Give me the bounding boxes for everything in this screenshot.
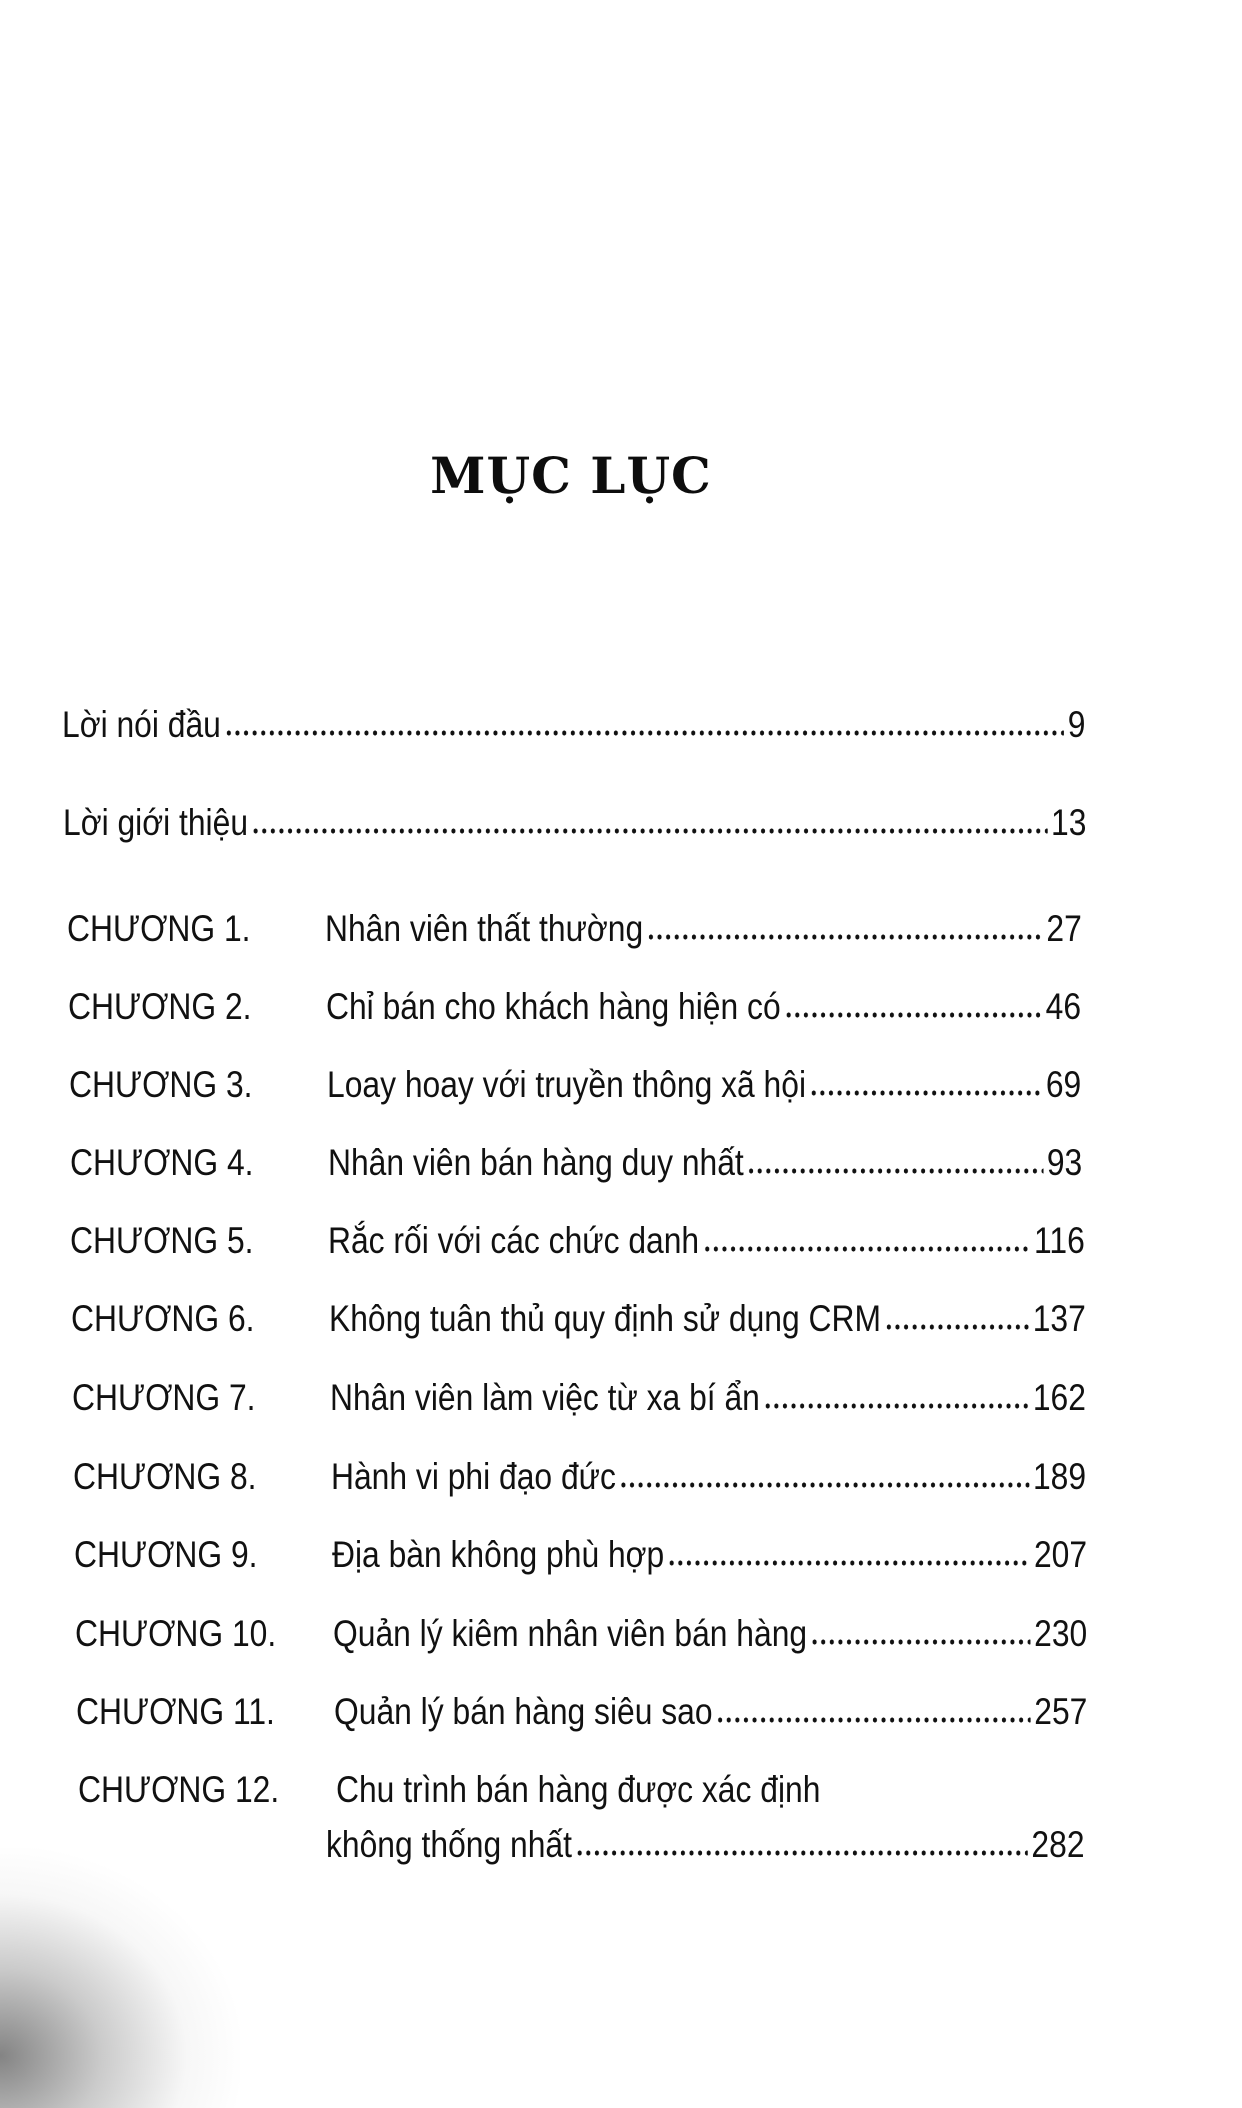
- chapter-page: 282: [1031, 1824, 1085, 1865]
- chapter-label: CHƯƠNG 2.: [68, 986, 252, 1027]
- chapter-page: 93: [1046, 1142, 1083, 1183]
- chapter-label: CHƯƠNG 10.: [75, 1613, 277, 1654]
- chapter-page: 207: [1033, 1534, 1088, 1575]
- toc-chapter-2[interactable]: [68, 982, 1081, 1032]
- toc-chapter-1[interactable]: [67, 904, 1082, 954]
- chapter-title: Quản lý bán hàng siêu sao: [334, 1691, 713, 1732]
- scan-smudge: [0, 1848, 240, 2108]
- page-title: MỤC LỤC: [430, 445, 712, 505]
- toc-chapter-7[interactable]: [72, 1373, 1086, 1423]
- chapter-title: Quản lý kiêm nhân viên bán hàng: [333, 1613, 808, 1654]
- chapter-title-line2: không thống nhất: [326, 1824, 572, 1865]
- dot-leader: [703, 1243, 1031, 1255]
- chapter-label: CHƯƠNG 1.: [67, 908, 251, 949]
- toc-chapter-9[interactable]: [74, 1530, 1087, 1580]
- dot-leader: [224, 727, 1064, 739]
- toc-entry-title: Lời giới thiệu: [63, 802, 249, 843]
- chapter-page: 116: [1034, 1220, 1085, 1261]
- dot-leader: [763, 1400, 1029, 1412]
- chapter-label: CHƯƠNG 6.: [71, 1298, 255, 1339]
- toc-entry-preface[interactable]: [62, 700, 1085, 750]
- dot-leader: [668, 1557, 1031, 1569]
- chapter-title: Nhân viên thất thường: [325, 908, 644, 949]
- chapter-page: 27: [1046, 908, 1082, 949]
- dot-leader: [884, 1321, 1029, 1333]
- toc-entry-title: Lời nói đầu: [62, 704, 221, 745]
- dot-leader: [811, 1636, 1031, 1648]
- toc-chapter-11[interactable]: [76, 1687, 1087, 1737]
- toc-chapter-6[interactable]: [71, 1294, 1086, 1344]
- chapter-page: 137: [1032, 1298, 1086, 1339]
- chapter-title: Loay hoay với truyền thông xã hội: [327, 1064, 807, 1105]
- toc-chapter-8[interactable]: [73, 1452, 1086, 1502]
- toc-chapter-10[interactable]: [75, 1609, 1087, 1659]
- chapter-page: 46: [1045, 986, 1082, 1027]
- chapter-title: Không tuân thủ quy định sử dụng CRM: [329, 1298, 881, 1339]
- chapter-page: 189: [1032, 1456, 1087, 1497]
- chapter-label: CHƯƠNG 4.: [70, 1142, 254, 1183]
- chapter-label: CHƯƠNG 5.: [70, 1220, 254, 1261]
- chapter-title: Rắc rối với các chức danh: [328, 1220, 700, 1261]
- dot-leader: [575, 1847, 1028, 1859]
- toc-chapter-3[interactable]: [69, 1060, 1081, 1110]
- chapter-page: 69: [1045, 1064, 1082, 1105]
- chapter-title: Nhân viên bán hàng duy nhất: [328, 1142, 744, 1183]
- chapter-page: 162: [1032, 1377, 1086, 1418]
- dot-leader: [716, 1714, 1031, 1726]
- dot-leader: [251, 825, 1047, 837]
- toc-chapter-12[interactable]: [78, 1765, 1089, 1815]
- chapter-label: CHƯƠNG 8.: [73, 1456, 257, 1497]
- dot-leader: [784, 1009, 1042, 1021]
- toc-entry-introduction[interactable]: [63, 798, 1086, 848]
- chapter-title: Địa bàn không phù hợp: [332, 1534, 665, 1575]
- toc-chapter-4[interactable]: [70, 1138, 1082, 1188]
- chapter-title: Chỉ bán cho khách hàng hiện có: [326, 986, 781, 1027]
- toc-chapter-12-continued[interactable]: [326, 1820, 1085, 1870]
- dot-leader: [809, 1087, 1042, 1099]
- dot-leader: [619, 1479, 1029, 1491]
- chapter-page: 257: [1034, 1691, 1088, 1732]
- toc-chapter-5[interactable]: [70, 1216, 1085, 1266]
- chapter-label: CHƯƠNG 9.: [74, 1534, 258, 1575]
- dot-leader: [747, 1165, 1043, 1177]
- dot-leader: [647, 931, 1043, 943]
- chapter-title-line1: Chu trình bán hàng được xác định: [336, 1769, 821, 1810]
- chapter-label: CHƯƠNG 12.: [78, 1769, 280, 1810]
- chapter-label: CHƯƠNG 3.: [69, 1064, 253, 1105]
- chapter-title: Hành vi phi đạo đức: [331, 1456, 616, 1497]
- chapter-page: 230: [1034, 1613, 1088, 1654]
- chapter-label: CHƯƠNG 11.: [76, 1691, 275, 1732]
- chapter-title: Nhân viên làm việc từ xa bí ẩn: [330, 1377, 760, 1418]
- toc-entry-page: 13: [1051, 802, 1087, 843]
- chapter-label: CHƯƠNG 7.: [72, 1377, 256, 1418]
- toc-entry-page: 9: [1067, 704, 1086, 745]
